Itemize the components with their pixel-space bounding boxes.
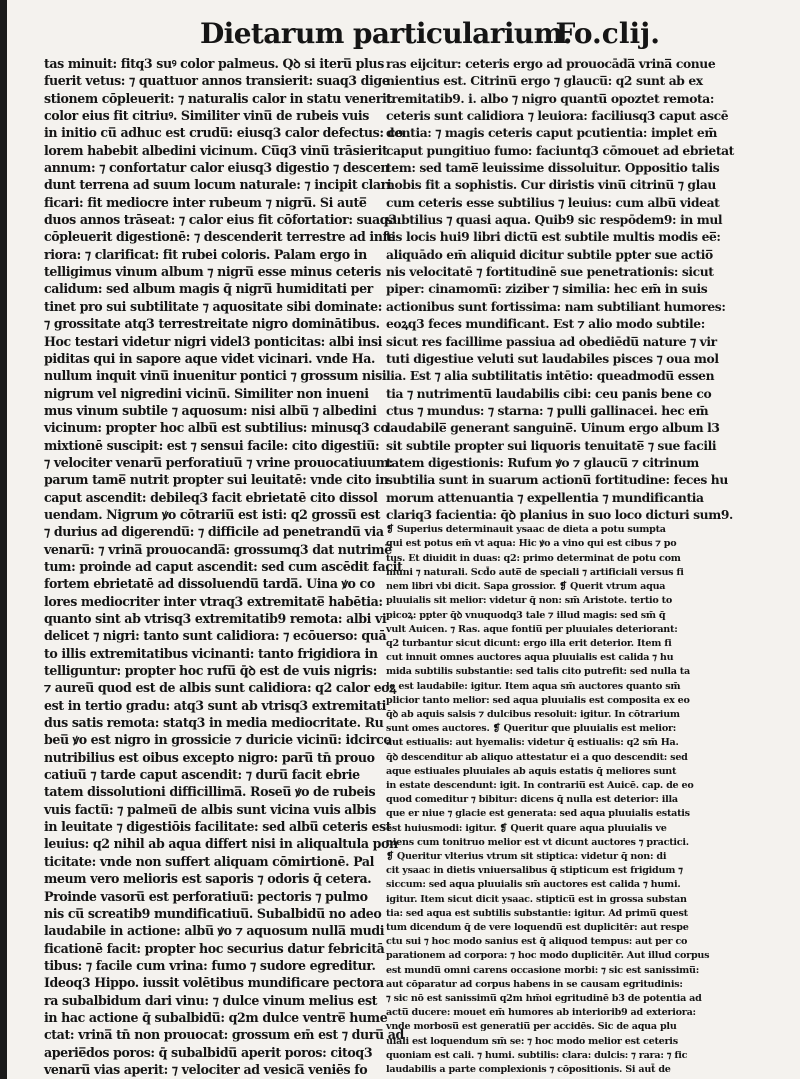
commentary-line: ❡ Superius determinauit ysaac de dieta a potu sumpta	[386, 524, 666, 536]
text-line: parum tame̅ nutrit propter sui leuitatē: vnde cito in	[44, 472, 389, 488]
text-line: clariq3 facientia: q̄ꝺ planius in suo loco dicturi sum9.	[386, 506, 733, 522]
text-line: ra subalbidum dari vinu: ⁊ dulce vinum melius est	[44, 992, 378, 1008]
text-line: delicet ⁊ nigri: tanto sunt calidiora: ⁊ ecōuerso: quā	[44, 628, 387, 644]
text-line: in initio cu̅ adhuc est crudu̅: eiusq3 calor defectus: co	[44, 125, 403, 141]
text-line: telligimus vinum album ⁊ nigru̅ esse minus ceteris	[44, 264, 381, 280]
text-line: annum: ⁊ confortatur calor eiusq3 digestio ⁊ descen	[44, 160, 390, 176]
text-line: tinet pro sui subtilitate ⁊ aquositate sibi dominate:	[44, 298, 383, 314]
text-line: in hac actione q̄ subalbidu̅: q2m dulce ventre̅ hume	[44, 1009, 388, 1025]
text-line: caput ascendit: debileq3 facit ebrietatē cito dissol	[44, 489, 378, 505]
commentary-line: qui est potus em̄ vt aqua: Hic ꝟo a vino qui est cibus ⁊ po	[386, 538, 677, 550]
commentary-line: uiali est loquendum sm̄ se: ⁊ hoc modo melior est ceteris	[386, 1035, 678, 1047]
commentary-line: vult Auicen. ⁊ Ras. aque fontiu̅ per pluuiales deteriorant:	[386, 623, 678, 635]
text-line: dunt terrena ad suum locum naturale: ⁊ incipit clari	[44, 177, 392, 193]
text-line: tremitatib9. i. albo ⁊ nigro quantu̅ opoztet remota:	[386, 90, 715, 106]
text-line: ⁊ grossitate atq3 terrestreitate nigro dominātibus.	[44, 316, 380, 332]
commentary-line: ❡ Queritur vlterius vtrum sit stiptica: videtur q̄ non: di	[386, 850, 667, 862]
text-line: catiuu̅ ⁊ tarde caput ascendit: ⁊ duru̅ facit ebrie	[44, 767, 360, 783]
commentary-line: laudabilis a parte complexionis ⁊ cōpositionis. Si aut̄ de	[386, 1064, 671, 1075]
text-line: quanto sint ab vtrisq3 extremitatib9 remota: albi vi	[44, 611, 387, 626]
text-line: leuius: q2 nihil ab aqua differt nisi in aliqualtula pon	[44, 836, 398, 852]
commentary-line: ctu sui ⁊ hoc modo sanius est q̄ aliquod tempus: aut per co	[386, 936, 688, 948]
text-line: to illis extremitatibus vicinanti: tanto frigidiora in	[44, 645, 378, 661]
text-line: nigrum vel nigredini vicinu̅. Similiter non inueni	[44, 385, 369, 401]
text-line: nutribilius est oibus excepto nigro: paru̅ tn̄ prouo	[44, 749, 375, 765]
text-line: ⁊ durius ad digerendu̅: ⁊ difficile ad penetrandu̅ via	[44, 524, 384, 540]
text-line: nis velocitatē ⁊ fortitudinē sue penetrationis: sicut	[386, 264, 714, 280]
text-line: ras eijcitur: ceteris ergo ad prouocāda̅ vrina̅ conue	[386, 56, 716, 71]
text-line: riora: ⁊ clarificat: fit rubei coloris. Palam ergo in	[44, 246, 367, 262]
commentary-line: aque estiuales pluuiales ab aquis estatis q̄ meliores sunt	[386, 765, 677, 777]
text-line: sicut res facillime passiua ad obediēdu̅ nature ⁊ vir	[386, 333, 717, 349]
commentary-line: in estate descendunt: igit. In contrariu̅ est Auicē. cap. de eo	[386, 779, 694, 791]
text-line: cum ceteris esse subtilius ⁊ leuius: cum albu̅ videat	[386, 194, 720, 210]
text-line: lia. Est ⁊ alia subtilitatis intētio: queadmodu̅ essen	[386, 368, 715, 384]
text-line: Ideoq3 Hippo. iussit volētibus mundificare pectora	[44, 975, 384, 991]
text-line: nullum inquit vinu̅ inuenitur pontici ⁊ grossum nisi	[44, 368, 387, 384]
commentary-line: cut innuit omnes auctores aqua pluuialis est calida ⁊ hu	[386, 652, 674, 664]
text-line: nobis fit a sophistis. Cur diristis vinu̅ citrinu̅ ⁊ glau	[386, 177, 716, 193]
text-line: actionibus sunt fortissima: nam subtiliant humores:	[386, 298, 726, 314]
text-line: tas minuit: fitq3 suꝰ color palmeus. Qꝺ si iteru̅ plus	[44, 56, 384, 71]
text-line: uendam. Nigrum ꝟo cōtrariu̅ est isti: q2 grossu̅ est	[44, 506, 380, 522]
text-line: tibus: ⁊ facile cum vrina: fumo ⁊ sudore egreditur.	[44, 957, 376, 973]
text-line: tatem digestionis: Rufum ꝟo ⁊ glaucu̅ ⁊ citrinum	[386, 454, 699, 470]
text-line: vuis factu̅: ⁊ palmeu̅ de albis sunt vicina vuis albis	[44, 801, 376, 817]
page-header	[200, 14, 680, 58]
right-column	[386, 55, 734, 1075]
text-line: cōpleuerit digestionē: ⁊ descenderit terrestre ad infe	[44, 229, 396, 245]
text-line: vicinum: propter hoc albu̅ est subtilius: minusq3 co	[44, 420, 389, 436]
commentary-line: le est laudabile: igitur. Item aqua sm̄ auctores quanto sm̄	[386, 680, 681, 692]
commentary-line: muni ⁊ naturali. Scd̄o aute̅ de speciali ⁊ artificiali versus fi	[386, 566, 684, 578]
text-line: beu̅ ꝟo est nigro in grossicie ⁊ duricie vicinu̅: idcirco	[44, 732, 392, 748]
text-line: meum vero melioris est saporis ⁊ odoris q̄ cetera.	[44, 871, 372, 887]
commentary-line: aut cōparatur ad corpus habens in se causam egritudinis:	[386, 978, 683, 990]
commentary-line: nem libri vbi dicit. Sapa grossior. ❡ Querit vtrum aqua	[386, 581, 666, 593]
commentary-line: plicior tanto melior: sed aqua pluuialis est composita ex eo	[386, 694, 690, 706]
commentary-line: cit ysaac in dietis vniuersalibus q̄ stipticum est frigidum ⁊	[386, 865, 683, 877]
commentary-line: parationem ad corpora: ⁊ hoc modo duplicitēr. Aut illud corpus	[386, 950, 710, 962]
text-line: tuti digestiue veluti sut laudabiles pisces ⁊ oua mol	[386, 350, 719, 366]
commentary-line: ⁊ sic nō est sanissimu̅ q2m hm̄oi egritudinē b3 de potentia ad	[386, 992, 702, 1004]
text-line: caput pungitiuo fumo: faciuntq3 cōmouet ad ebrietat	[386, 142, 734, 158]
text-line: ⁊ velociter venaru̅ perforatiuu̅ ⁊ vrine prouocatiuum:	[44, 454, 393, 470]
commentary-line: tia: sed aqua est subtilis substantie: igitur. Ad primu̅ quest	[386, 907, 688, 919]
commentary-line: igitur. Item sicut dicit ysaac. stipticu̅ est in grossa substan	[386, 893, 687, 905]
text-line: telliguntur: propter hoc rufu̅ q̄ꝺ est de vuis nigris:	[44, 663, 377, 679]
commentary-line: sunt omes auctores. ❡ Queritur que pluuialis est melior:	[386, 723, 677, 735]
text-line: ticitate: vnde non suffert aliquam cōmirtionē. Pal	[44, 853, 374, 869]
text-line: piditas qui in sapore aque videt vicinari. vnde Ha.	[44, 350, 375, 366]
commentary-line: est mundu̅ omni carens occasione morbi: ⁊ sic est sanissimu̅:	[386, 964, 700, 976]
text-line: dus satis remota: statq3 in media mediocritate. Ru	[44, 715, 384, 731]
folio-number: Fo.clij.	[555, 17, 660, 50]
text-line: lores mediocriter inter vtraq3 extremitate̅ habētia:	[44, 593, 383, 609]
left-column	[44, 55, 404, 1077]
text-line: est in tertio gradu: atq3 sunt ab vtrisq3 extremitati	[44, 697, 387, 713]
commentary-line: quoniam est cali. ⁊ humi. subtilis: clara: dulcis: ⁊ rara: ⁊ fic	[386, 1049, 688, 1061]
commentary-line: q̄ꝺ descenditur ab aliquo attestatur ei a quo descendit: sed	[386, 751, 688, 763]
text-line: sit subtile propter sui liquoris tenuitate̅ ⁊ sue facili	[386, 437, 717, 453]
text-line: ceteris sunt calidiora ⁊ leuiora: faciliusq3 caput ascē	[386, 108, 729, 124]
commentary-line: aut estiualis: aut hyemalis: videtur q̄ estiualis: q2 sm̄ Ha.	[386, 737, 679, 749]
text-line: lorem habebit albedini vicinum. Cu̅q3 vinu̅ trāsierit	[44, 142, 388, 158]
commentary-line: tum dicendum q̄ de vere loquendu̅ est duplicitēr: aut respe	[386, 921, 689, 933]
text-line: dentia: ⁊ magis ceteris caput pcutientia: implet em̄	[386, 125, 717, 141]
commentary-line: tus. Et diuidit in duas: q2: primo determinat de potu com	[386, 552, 681, 564]
text-line: color eius fit citriuꝰ. Similiter vinu̅ de rubeis vuis	[44, 108, 369, 124]
text-line: venaru̅ vias aperit: ⁊ velociter ad vesica̅ veniēs fo	[44, 1061, 368, 1077]
commentary-line: niens cum tonitruo melior est vt dicunt auctores ⁊ practici.	[386, 836, 689, 848]
text-line: aliquādo em̄ aliquid dicitur subtile ppter sue actio̅	[386, 246, 713, 262]
text-line: tia ⁊ nutrimentu̅ laudabilis cibi: ceu panis bene co	[386, 385, 712, 401]
text-line: eoꝝq3 feces mundificant. Est ⁊ alio modo subtile:	[386, 316, 705, 332]
text-line: Proinde vasoru̅ est perforatiuu̅: pectoris ⁊ pulmo	[44, 888, 368, 904]
text-line: laudabile̅ generant sanguine̅. Uinum ergo album l3	[386, 420, 720, 436]
commentary-line: que er niue ⁊ glacie est generata: sed aqua pluuialis estatis	[386, 808, 690, 820]
text-line: piper: cinamomu̅: ziziber ⁊ similia: hec em̄ in suis	[386, 281, 708, 297]
text-line: ctus ⁊ mundus: ⁊ starna: ⁊ pulli gallinacei. hec em̄	[386, 402, 709, 418]
commentary-line: q2 turbantur sicut dicunt: ergo illa erit deterior. Item fi	[386, 637, 672, 649]
text-line: fuerit vetus: ⁊ quattuor annos transierit: suaq3 dige	[44, 73, 390, 89]
text-line: nientius est. Citrinu̅ ergo ⁊ glaucu̅: q2 sunt ab ex	[386, 73, 703, 89]
text-line: laudabile in actione: albu̅ ꝟo ⁊ aquosum nulla̅ mudi	[44, 923, 385, 939]
text-line: calidum: sed album magis q̄ nigru̅ humiditati per	[44, 281, 373, 297]
commentary-line: siccum: sed aqua pluuialis sm̄ auctores est calida ⁊ humi.	[386, 879, 681, 891]
text-line: tis locis hui9 libri dictu̅ est subtile multis modis ee̅:	[386, 229, 721, 245]
text-line: mixtionē suscipit: est ⁊ sensui facile: cito digestiu̅:	[44, 437, 380, 453]
text-line: ctat: vrina̅ tn̄ non prouocat: grossum em̄ est ⁊ duru̅ ad	[44, 1027, 404, 1043]
text-line: duos annos trāseat: ⁊ calor eius fit cōfortatior: suaq3	[44, 212, 397, 228]
text-line: in leuitate ⁊ digestiōis facilitate: sed albu̅ ceteris est	[44, 819, 392, 835]
commentary-line: pluuialis sit melior: videtur q̄ non: sm̄ Aristote. tertio to	[386, 595, 672, 607]
commentary-line: vnde morbosu̅ est generatiu̅ per accidēs. Sic de aqua plu	[386, 1021, 677, 1033]
text-line: fortem ebrietatē ad dissoluendu̅ tarda̅. Uina ꝟo co	[44, 576, 375, 592]
commentary-line: quod comeditur ⁊ bibitur: dicens q̄ nulla est deterior: illa	[386, 794, 678, 806]
text-line: mus vinum subtile ⁊ aquosum: nisi albu̅ ⁊ albedini	[44, 402, 377, 418]
commentary-line: picoꝝ: ppter q̄ꝺ vnuquodq3 tale ⁊ illud magis: sed sm̄ q̄	[386, 609, 666, 621]
text-line: morum attenuantia ⁊ expellentia ⁊ mundificantia	[386, 489, 704, 505]
text-line: subtilia sunt in suarum actionu̅ fortitudine: feces hu	[386, 472, 728, 488]
text-line: ficationē facit: propter hoc securius datur febricitā	[44, 940, 385, 956]
text-line: venaru̅: ⁊ vrina̅ prouocanda̅: grossumq3 dat nutrime̅	[44, 541, 392, 557]
commentary-line: q̄ꝺ ab aquis salsis ⁊ dulcibus resoluit: igitur. In cōtrarium	[386, 708, 680, 720]
text-line: subtilius ⁊ quasi aqua. Quib9 sic respōdem9: in mul	[386, 212, 723, 228]
page-edge	[0, 0, 7, 1079]
running-title: Dietarum particularium.	[200, 17, 572, 50]
commentary-line: est huiusmodi: igitur. ❡ Querit quare aqua pluuialis ve	[386, 822, 667, 834]
text-line: tem: sed tame̅ leuissime dissoluitur. Oppositio talis	[386, 160, 720, 176]
text-line: aperie̅dos poros: q̄ subalbidu̅ aperit poros: citoq3	[44, 1044, 373, 1060]
text-line: tatem dissolutioni difficillima̅. Roseu̅ ꝟo de rubeis	[44, 784, 376, 800]
text-line: tum: proinde ad caput ascendit: sed cum ascēdit facit	[44, 558, 403, 574]
commentary-line: actu̅ ducere: mouet em̄ humores ab interiorib9 ad exteriora:	[386, 1007, 696, 1019]
text-line: Hoc testari videtur nigri videl3 ponticitas: albi insi	[44, 333, 383, 349]
text-line: stionem cōpleuerit: ⁊ naturalis calor in statu venerit	[44, 90, 392, 106]
text-line: ⁊ aureu̅ quod est de albis sunt calidiora: q2 calor eoꝝ	[44, 680, 397, 696]
text-line: nis cu̅ screatib9 mundificatiuu̅. Subalbidu̅ no adeo	[44, 905, 382, 921]
text-line: ficari: fit mediocre inter rubeum ⁊ nigru̅. Si aute̅	[44, 194, 367, 210]
commentary-line: mida subtilis substantie: sed talis cito putrefit: sed nulla ta	[386, 666, 690, 678]
